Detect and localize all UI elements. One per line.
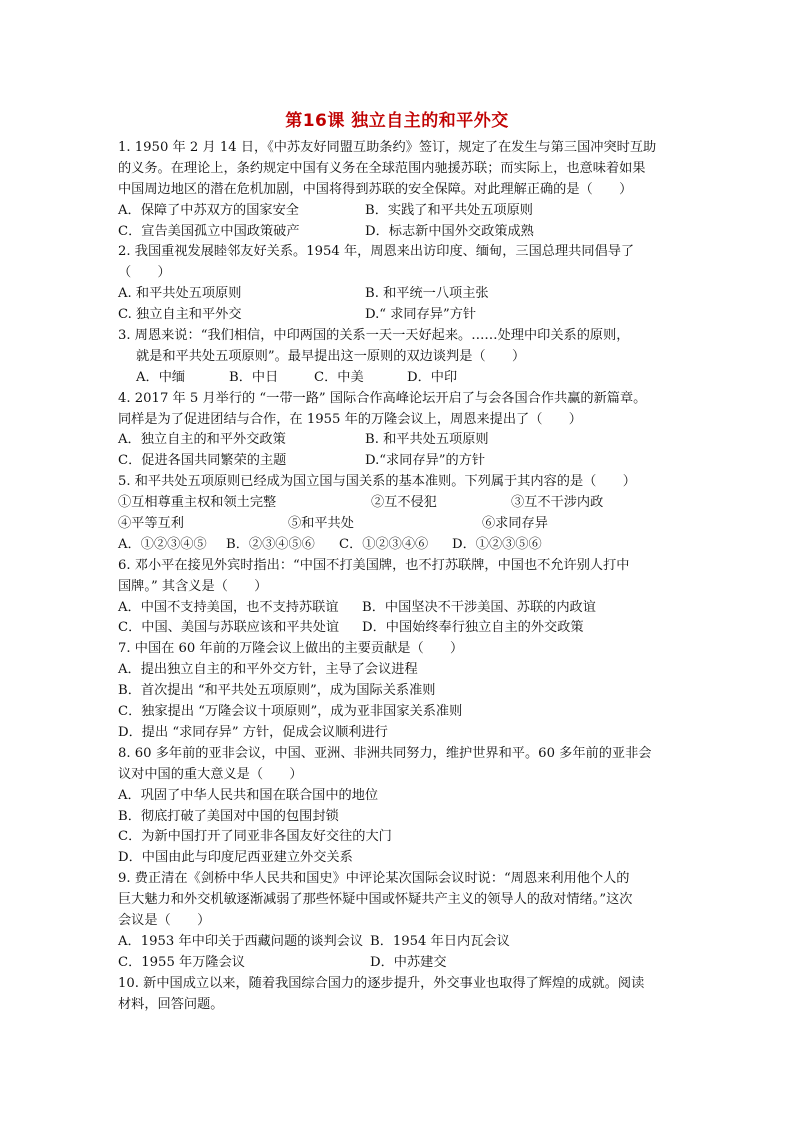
item-2: ②互不侵犯 xyxy=(371,495,437,511)
item-1: ①互相尊重主权和领土完整 xyxy=(118,495,277,511)
question-text: 的义务。在理论上，条约规定中国有义务在全球范围内驰援苏联；而实际上，也意味着如果 xyxy=(118,160,646,176)
option-c: C．中国、美国与苏联应该和平共处谊 xyxy=(118,620,340,636)
option-row xyxy=(118,451,678,472)
option-a: A．1953 年中印关于西藏问题的谈判会议 xyxy=(118,933,364,949)
question-2 xyxy=(118,242,678,326)
option-row xyxy=(118,201,678,222)
option-d: D．标志新中国外交政策成熟 xyxy=(365,223,534,239)
question-text: 材料，回答问题。 xyxy=(118,996,224,1012)
option-b: B．中日 xyxy=(229,369,279,385)
option-a: A．保障了中苏双方的国家安全 xyxy=(118,202,299,218)
option-row xyxy=(118,535,678,556)
question-1 xyxy=(118,138,678,242)
option-b: B．实践了和平共处五项原则 xyxy=(365,202,533,218)
question-text: 6. 邓小平在接见外宾时指出：“中国不打美国牌，也不打苏联牌，中国也不允许别人打中 xyxy=(118,557,630,573)
option-d: D．中国始终奉行独立自主的外交政策 xyxy=(362,620,584,636)
option-a: A．巩固了中华人民共和国在联合国中的地位 xyxy=(118,787,379,803)
question-8 xyxy=(118,744,678,869)
option-d: D．中印 xyxy=(407,369,458,385)
page-title: 第16课 独立自主的和平外交 xyxy=(285,111,509,131)
option-row xyxy=(118,305,678,326)
question-text: 2. 我国重视发展睦邻友好关系。1954 年，周恩来出访印度、缅甸，三国总理共同倡导了 xyxy=(118,244,635,260)
option-a: A．提出独立自主的和平外交方针，主导了会议进程 xyxy=(118,662,418,678)
item-6: ⑥求同存异 xyxy=(482,516,548,532)
item-row xyxy=(118,493,678,514)
option-row xyxy=(118,222,678,243)
question-text: 巨大魅力和外交机敏逐渐减弱了那些怀疑中国或怀疑共产主义的领导人的敌对情绪。”这次 xyxy=(118,892,633,908)
option-c: C．①②③④⑥ xyxy=(339,536,429,552)
question-list xyxy=(118,138,678,1015)
question-3 xyxy=(118,326,678,389)
option-c: C．独家提出 “万隆会议十项原则”，成为亚非国家关系准则 xyxy=(118,704,463,720)
item-4: ④平等互利 xyxy=(118,516,184,532)
item-3: ③互不干涉内政 xyxy=(511,495,604,511)
option-b: B. 和平统一八项主张 xyxy=(365,286,489,302)
question-6 xyxy=(118,556,678,640)
option-row xyxy=(118,284,678,305)
option-c: C. 独立自主和平外交 xyxy=(118,307,242,323)
question-text: 3. 周恩来说：“我们相信，中印两国的关系一天一天好起来。……处理中印关系的原则， xyxy=(118,328,630,344)
question-text: 同样是为了促进团结与合作，在 1955 年的万隆会议上，周恩来提出了（ ） xyxy=(118,411,582,427)
question-text: 会议是（ ） xyxy=(118,912,211,928)
question-text: 中国周边地区的潜在危机加剧，中国将得到苏联的安全保障。对此理解正确的是（ ） xyxy=(118,181,633,197)
option-b: B．②③④⑤⑥ xyxy=(226,536,315,552)
question-text: （ ） xyxy=(118,265,171,281)
option-a: A．中国不支持美国，也不支持苏联谊 xyxy=(118,599,339,615)
option-b: B．中国坚决不干涉美国、苏联的内政谊 xyxy=(362,599,596,615)
question-4 xyxy=(118,389,678,473)
option-c: C．宣告美国孤立中国政策破产 xyxy=(118,223,300,239)
option-d: D．中苏建交 xyxy=(370,954,447,970)
option-d: D．提出 “求同存异” 方针，促成会议顺利进行 xyxy=(118,724,388,740)
option-b: B. 和平共处五项原则 xyxy=(365,432,489,448)
question-text: 国牌。” 其含义是（ ） xyxy=(118,578,268,594)
question-text: 8. 60 多年前的亚非会议，中国、亚洲、非洲共同努力，维护世界和平。60 多年前的亚非会 xyxy=(118,745,652,761)
option-row xyxy=(118,953,678,974)
question-5 xyxy=(118,472,678,556)
option-a: A. 和平共处五项原则 xyxy=(118,286,242,302)
question-text: 1. 1950 年 2 月 14 日，《中苏友好同盟互助条约》签订，规定了在发生与第三国冲突时互助 xyxy=(118,140,657,155)
option-a: A．独立自主的和平外交政策 xyxy=(118,432,286,448)
question-text: 7. 中国在 60 年前的万隆会议上做出的主要贡献是（ ） xyxy=(118,641,464,657)
question-10 xyxy=(118,974,678,1016)
option-c: C．为新中国打开了同亚非各国友好交往的大门 xyxy=(118,829,392,845)
option-d: D.“ 求同存异”方针 xyxy=(365,307,477,323)
question-text: 5. 和平共处五项原则已经成为国立国与国关系的基本准则。下列属于其内容的是（ ） xyxy=(118,474,636,490)
option-d: D．中国由此与印度尼西亚建立外交关系 xyxy=(118,850,353,866)
option-d: D.“求同存异”的方针 xyxy=(365,453,486,469)
option-d: D．①②③⑤⑥ xyxy=(452,536,542,552)
question-text: 10. 新中国成立以来，随着我国综合国力的逐步提升，外交事业也取得了辉煌的成就。阅读 xyxy=(118,975,645,991)
question-text: 议对中国的重大意义是（ ） xyxy=(118,766,303,782)
option-row xyxy=(118,932,678,953)
option-row xyxy=(118,430,678,451)
question-text: 就是和平共处五项原则”。最早提出这一原则的双边谈判是（ ） xyxy=(136,348,526,364)
question-text: 4. 2017 年 5 月举行的 “一带一路” 国际合作高峰论坛开启了与会各国合作共赢的新篇章。 xyxy=(118,390,647,406)
option-c: C．中美 xyxy=(314,369,364,385)
option-a: A．中缅 xyxy=(136,369,186,385)
option-row xyxy=(118,618,678,639)
option-row xyxy=(118,598,678,619)
option-c: C．促进各国共同繁荣的主题 xyxy=(118,453,287,469)
question-9 xyxy=(118,869,678,973)
item-row xyxy=(118,514,678,535)
option-b: B．彻底打破了美国对中国的包围封锁 xyxy=(118,808,339,824)
item-5: ⑤和平共处 xyxy=(288,516,354,532)
option-a: A．①②③④⑤ xyxy=(118,536,207,552)
question-text: 9. 费正清在《剑桥中华人民共和国史》中评论某次国际会议时说：“周恩来利用他个人的 xyxy=(118,871,630,887)
question-7 xyxy=(118,639,678,743)
option-b: B．1954 年日内瓦会议 xyxy=(370,933,510,949)
option-c: C．1955 年万隆会议 xyxy=(118,954,245,970)
option-row xyxy=(118,368,678,389)
option-b: B．首次提出 “和平共处五项原则”，成为国际关系准则 xyxy=(118,683,436,699)
